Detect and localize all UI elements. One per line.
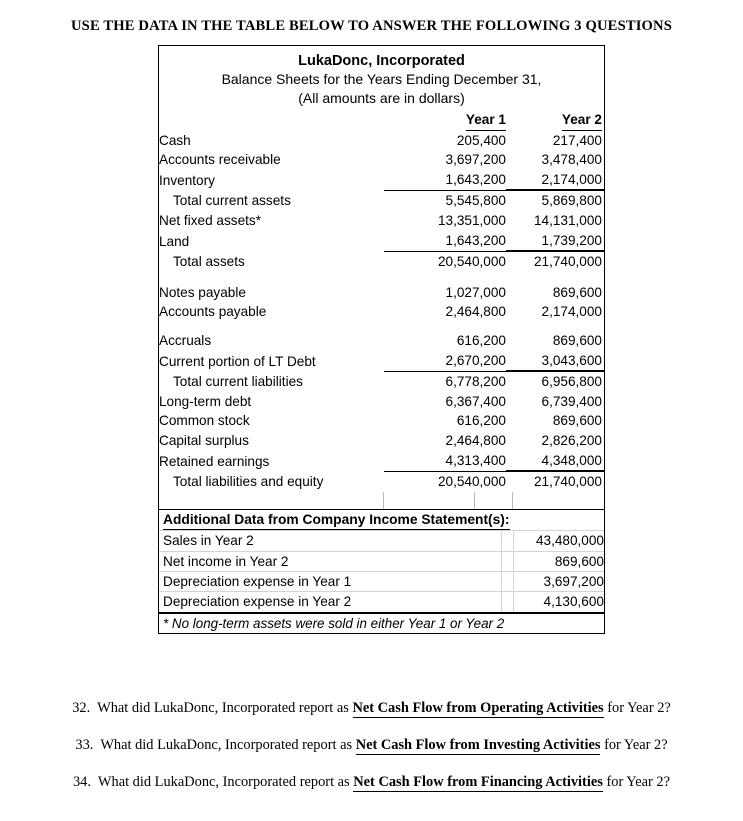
table-row bbox=[159, 331, 604, 351]
row-value-year2: 4,348,000 bbox=[506, 451, 604, 472]
additional-value: 4,130,600 bbox=[514, 592, 604, 613]
additional-row bbox=[159, 551, 604, 571]
row-label: Total assets bbox=[173, 254, 245, 270]
table-row bbox=[159, 231, 604, 252]
row-gap bbox=[159, 322, 604, 331]
row-value-year2: 2,174,000 bbox=[506, 170, 604, 191]
row-label: Total liabilities and equity bbox=[173, 474, 324, 490]
table-row bbox=[159, 451, 604, 472]
question-prefix: What did LukaDonc, Incorporated report as bbox=[97, 700, 349, 716]
additional-label: Depreciation expense in Year 1 bbox=[159, 571, 502, 591]
row-value-year2: 3,478,400 bbox=[541, 152, 602, 168]
additional-data-section bbox=[159, 509, 604, 633]
row-label: Notes payable bbox=[159, 284, 246, 300]
grid-tick bbox=[383, 492, 384, 509]
row-value-year2: 3,043,600 bbox=[506, 351, 604, 372]
statement-subtitle: Balance Sheets for the Years Ending December 31, bbox=[221, 71, 542, 87]
question-emphasis: Net Cash Flow from Financing Activities bbox=[353, 774, 603, 790]
row-value-year2: 869,600 bbox=[552, 284, 602, 300]
additional-value: 869,600 bbox=[514, 551, 604, 571]
row-value-year1: 2,464,800 bbox=[445, 432, 506, 448]
questions-list bbox=[0, 700, 743, 811]
row-label: Common stock bbox=[159, 413, 250, 429]
question-33 bbox=[0, 737, 743, 754]
row-value-year1: 1,643,200 bbox=[384, 170, 506, 191]
additional-label: Sales in Year 2 bbox=[159, 531, 502, 551]
additional-row bbox=[159, 531, 604, 551]
additional-row bbox=[159, 592, 604, 613]
question-emphasis: Net Cash Flow from Operating Activities bbox=[352, 700, 604, 716]
row-value-year2: 869,600 bbox=[552, 413, 602, 429]
additional-data-heading-row bbox=[159, 510, 604, 531]
additional-label: Net income in Year 2 bbox=[159, 551, 502, 571]
table-footnote: * No long-term assets were sold in either Year 1 or Year 2 bbox=[163, 615, 505, 631]
row-value-year1: 1,643,200 bbox=[384, 231, 506, 252]
row-value-year1: 6,367,400 bbox=[445, 393, 506, 409]
additional-data-heading: Additional Data from Company Income Statement(s): bbox=[159, 510, 604, 531]
table-row bbox=[159, 351, 604, 372]
table-row bbox=[159, 411, 604, 431]
year2-label: Year 2 bbox=[562, 110, 602, 131]
row-value-year2: 6,739,400 bbox=[541, 393, 602, 409]
additional-value: 3,697,200 bbox=[514, 571, 604, 591]
question-suffix: for Year 2? bbox=[604, 737, 668, 753]
table-row bbox=[159, 302, 604, 322]
additional-data-grid bbox=[159, 510, 604, 614]
row-value-year1: 616,200 bbox=[456, 332, 506, 348]
question-32 bbox=[0, 700, 743, 717]
question-suffix: for Year 2? bbox=[607, 700, 671, 716]
question-suffix: for Year 2? bbox=[606, 774, 670, 790]
grid-tick bbox=[512, 492, 513, 509]
row-value-year2: 5,869,800 bbox=[541, 193, 602, 209]
row-value-year2: 21,740,000 bbox=[533, 474, 602, 490]
table-row bbox=[159, 431, 604, 451]
question-number: 33. bbox=[75, 737, 94, 753]
row-label: Accounts payable bbox=[159, 304, 267, 320]
additional-gap bbox=[502, 531, 514, 551]
additional-value: 43,480,000 bbox=[514, 531, 604, 551]
row-value-year2: 1,739,200 bbox=[506, 231, 604, 252]
question-34 bbox=[0, 774, 743, 791]
row-label: Capital surplus bbox=[159, 432, 249, 448]
additional-label: Depreciation expense in Year 2 bbox=[159, 592, 502, 613]
row-label: Retained earnings bbox=[159, 453, 270, 469]
column-header-year1 bbox=[384, 110, 506, 131]
table-row-subtotal bbox=[159, 471, 604, 492]
additional-gap bbox=[502, 592, 514, 613]
row-value-year1: 2,670,200 bbox=[384, 351, 506, 372]
row-value-year1: 3,697,200 bbox=[445, 152, 506, 168]
row-label: Inventory bbox=[159, 172, 215, 188]
row-value-year1: 4,313,400 bbox=[384, 451, 506, 472]
row-value-year2: 14,131,000 bbox=[533, 212, 602, 228]
balance-sheet-grid bbox=[159, 110, 604, 492]
grid-tick bbox=[474, 492, 475, 509]
additional-gap bbox=[502, 551, 514, 571]
table-row bbox=[159, 150, 604, 170]
row-label: Accounts receivable bbox=[159, 152, 281, 168]
row-value-year1: 205,400 bbox=[456, 132, 506, 148]
table-row bbox=[159, 392, 604, 412]
balance-sheet-table bbox=[158, 45, 605, 634]
table-row bbox=[159, 283, 604, 303]
year1-label: Year 1 bbox=[466, 110, 506, 131]
row-value-year2: 2,174,000 bbox=[541, 304, 602, 320]
row-value-year2: 21,740,000 bbox=[533, 254, 602, 270]
row-value-year1: 616,200 bbox=[456, 413, 506, 429]
question-prefix: What did LukaDonc, Incorporated report as bbox=[100, 737, 353, 753]
column-header-row bbox=[159, 110, 604, 131]
row-value-year2: 217,400 bbox=[552, 132, 602, 148]
row-label: Total current assets bbox=[173, 193, 291, 209]
additional-gap bbox=[502, 571, 514, 591]
company-name: LukaDonc, Incorporated bbox=[298, 53, 465, 69]
table-row-subtotal bbox=[159, 371, 604, 392]
units-note: (All amounts are in dollars) bbox=[298, 90, 465, 106]
page-instruction-header: USE THE DATA IN THE TABLE BELOW TO ANSWER THE FOLLOWING 3 QUESTIONS bbox=[70, 18, 672, 34]
section-spacer bbox=[159, 272, 604, 283]
row-label: Cash bbox=[159, 132, 191, 148]
question-emphasis: Net Cash Flow from Investing Activities bbox=[355, 737, 601, 753]
row-value-year2: 2,826,200 bbox=[541, 432, 602, 448]
column-header-year2 bbox=[506, 110, 604, 131]
row-label: Current portion of LT Debt bbox=[159, 353, 316, 369]
table-row bbox=[159, 211, 604, 231]
question-number: 34. bbox=[72, 774, 91, 790]
row-value-year2: 6,956,800 bbox=[541, 374, 602, 390]
additional-row bbox=[159, 571, 604, 591]
row-value-year1: 2,464,800 bbox=[445, 304, 506, 320]
table-row-subtotal bbox=[159, 251, 604, 272]
row-label: Long-term debt bbox=[159, 393, 252, 409]
table-row-subtotal bbox=[159, 190, 604, 211]
row-label: Accruals bbox=[159, 332, 212, 348]
row-value-year1: 1,027,000 bbox=[445, 284, 506, 300]
question-number: 32. bbox=[72, 700, 91, 716]
row-value-year1: 5,545,800 bbox=[445, 193, 506, 209]
row-label: Total current liabilities bbox=[173, 374, 303, 390]
section-divider-gap bbox=[159, 492, 604, 509]
row-label: Net fixed assets* bbox=[159, 212, 261, 228]
row-label: Land bbox=[159, 233, 190, 249]
row-value-year1: 13,351,000 bbox=[437, 212, 506, 228]
row-value-year2: 869,600 bbox=[552, 332, 602, 348]
row-value-year1: 20,540,000 bbox=[437, 474, 506, 490]
table-row bbox=[159, 131, 604, 151]
question-prefix: What did LukaDonc, Incorporated report as bbox=[97, 774, 350, 790]
row-value-year1: 20,540,000 bbox=[437, 254, 506, 270]
row-value-year1: 6,778,200 bbox=[445, 374, 506, 390]
table-row bbox=[159, 170, 604, 191]
spacer-cell bbox=[159, 110, 384, 131]
